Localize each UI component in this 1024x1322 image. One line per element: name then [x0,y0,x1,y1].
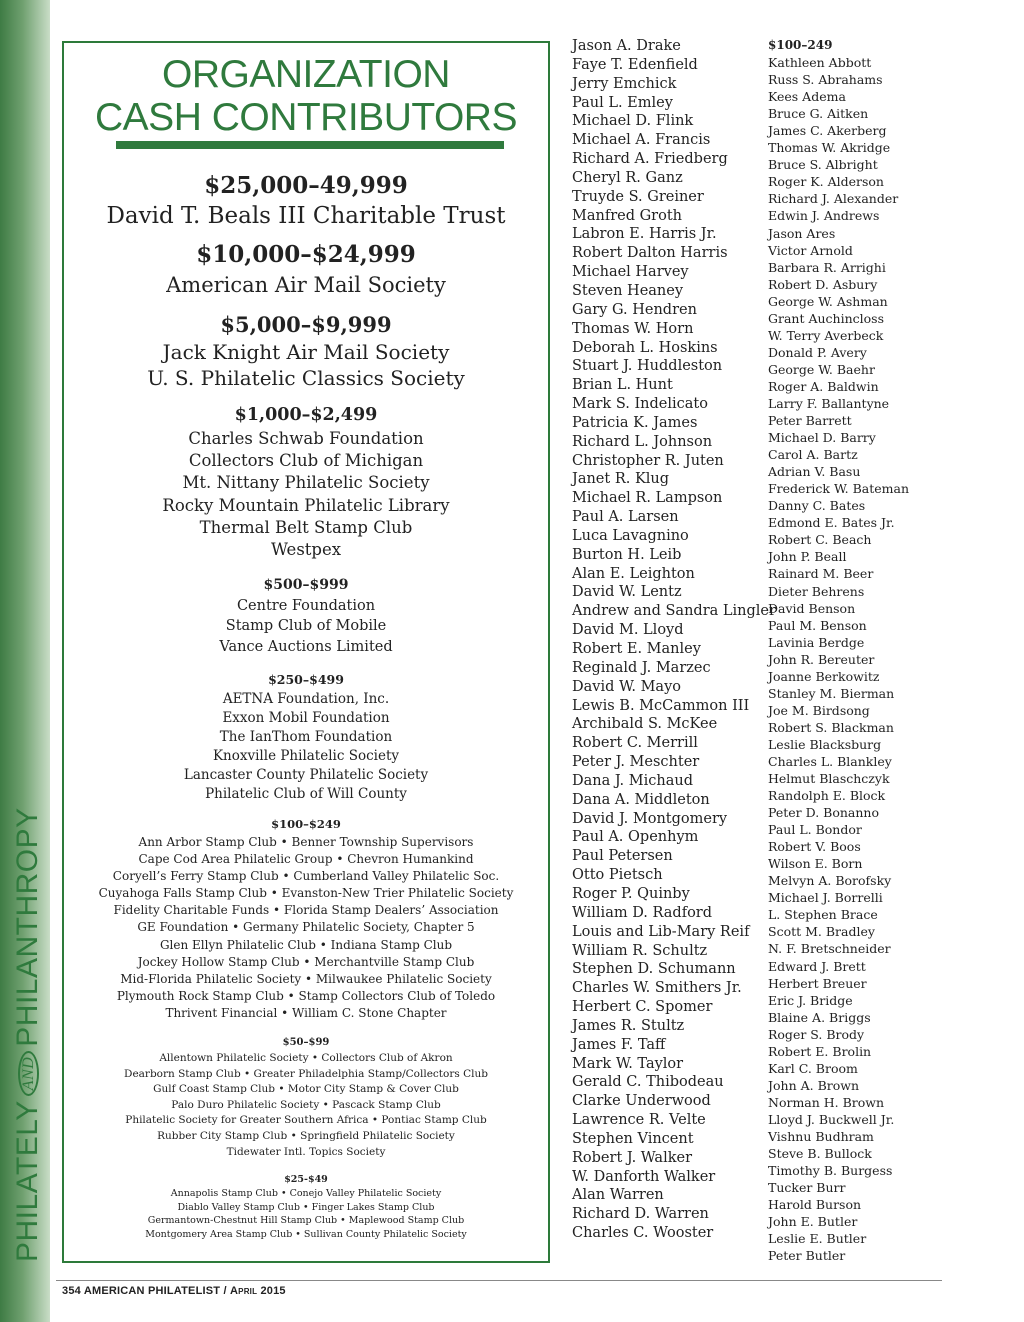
footer-separator: / [223,1285,227,1297]
contributor: Philatelic Club of Will County [205,786,407,803]
contributor-name: Robert S. Blackman [768,719,894,735]
contributor: Westpex [270,540,342,560]
contributor-name: Karl C. Broom [768,1060,858,1076]
contributor-name: Robert D. Asbury [768,276,878,292]
contributor-name: Norman H. Brown [768,1094,885,1110]
contributor-name: James C. Akerberg [768,123,887,139]
contributor-name: Leslie Blacksburg [768,736,882,752]
contributor-line: Ann Arbor Stamp Club • Benner Township Supervisors [138,835,474,849]
tier-500 [64,574,548,657]
tier-heading: $500–$999 [263,577,349,593]
contributor-line: Glen Ellyn Philatelic Club • Indiana Stamp Club [159,937,453,952]
contributor-line: Montgomery Area Stamp Club • Sullivan County Philatelic Society [145,1228,467,1240]
contributor-name: David M. Lloyd [572,622,684,639]
contributor-name: Robert C. Merrill [572,735,698,752]
contributor-name: Carol A. Bartz [768,447,858,463]
contributor-name: John E. Butler [768,1214,858,1230]
contributor-name: James R. Stultz [572,1017,685,1034]
contributor-line: GE Foundation • Germany Philatelic Society, Chapter 5 [137,920,475,935]
contributor-name: Danny C. Bates [768,498,866,514]
contributor-name: Paul L. Emley [572,94,673,111]
tier-5000 [64,311,548,391]
contributor-name: Steve B. Bullock [768,1146,872,1162]
contributor-line: Jockey Hollow Stamp Club • Merchantville Stamp Club [137,954,475,969]
contributor-name: Wilson E. Born [768,856,863,872]
contributor-name: Peter D. Bonanno [768,805,879,821]
contributor-name: Richard D. Warren [572,1206,709,1223]
contributor-name: Paul A. Larsen [572,509,679,526]
contributor-name: Edward J. Brett [768,958,866,974]
contributor-line: Rubber City Stamp Club • Springfield Philatelic Society [157,1129,455,1142]
contributor-name: Paul M. Benson [768,617,867,633]
contributor-name: Alan E. Leighton [572,565,695,582]
contributor-line: Cuyahoga Falls Stamp Club • Evanston-New Trier Philatelic Society [98,886,514,901]
contributor-line: Gulf Coast Stamp Club • Motor City Stamp & Cover Club [153,1083,459,1096]
title-rule [116,141,504,149]
contributor-name: Randolph E. Block [768,788,886,804]
tier-100 [64,815,548,1022]
contributor-name: Michael Harvey [572,264,689,281]
contributor-name: Leslie E. Butler [768,1231,867,1247]
tier-25 [64,1173,548,1241]
tier-1000 [64,403,548,561]
column-heading: $100–249 [768,38,833,52]
issue-month: April [230,1285,258,1297]
contributor-name: Robert E. Brolin [768,1043,872,1059]
contributor: Charles Schwab Foundation [188,429,424,448]
contributor-name: Charles L. Blankley [768,753,892,769]
footer-rule [56,1280,942,1281]
contributor-line: Palo Duro Philatelic Society • Pascack Stamp Club [171,1098,441,1111]
contributor-line: Thrivent Financial • William C. Stone Chapter [165,1005,447,1020]
contributor-name: Mark S. Indelicato [572,396,708,413]
contributor-name: Paul L. Bondor [768,822,862,838]
contributor-name: Deborah L. Hoskins [572,339,718,356]
contributor-name: Robert V. Boos [768,839,861,855]
contributor: Collectors Club of Michigan [188,451,424,471]
contributor-name: Lavinia Berdge [768,634,865,650]
contributor-name: Stanley M. Bierman [768,685,895,701]
contributor-name: Russ S. Abrahams [768,72,883,88]
contributor-name: L. Stephen Brace [768,907,878,923]
contributor-name: William D. Radford [572,904,713,921]
contributor-name: W. Terry Averbeck [768,327,884,343]
contributor-name: Lewis B. McCammon III [572,697,750,714]
contributor: Lancaster County Philatelic Society [183,767,429,784]
contributor-name: Richard J. Alexander [768,191,899,207]
contributor-name: W. Danforth Walker [572,1168,716,1185]
contributor: Thermal Belt Stamp Club [199,517,413,537]
contributor-name: George W. Ashman [768,293,888,309]
contributor-name: Patricia K. James [572,414,698,431]
contributor-name: Paul Petersen [572,848,673,865]
organization-contributors-box [62,41,550,1263]
tier-25000 [64,171,548,232]
contributor-name: Peter Butler [768,1248,846,1264]
individual-contributors-column-2 [768,37,968,1264]
contributor-line: Philatelic Society for Greater Southern Africa • Pontiac Stamp Club [125,1114,487,1127]
contributor-name: Joanne Berkowitz [768,668,880,684]
contributor: The IanThom Foundation [219,729,393,746]
contributor-name: James F. Taff [572,1036,666,1053]
contributor-name: Manfred Groth [572,207,683,224]
contributor-name: Truyde S. Greiner [572,188,704,205]
contributor: Stamp Club of Mobile [225,618,387,635]
contributor: Jack Knight Air Mail Society [162,340,450,364]
contributor-name: Timothy B. Burgess [768,1163,893,1179]
tier-10000 [64,240,548,300]
contributor-name: Richard A. Friedberg [572,151,728,168]
contributor-name: Frederick W. Bateman [768,481,909,497]
contributor-name: Charles C. Wooster [572,1225,714,1242]
box-title [64,53,548,139]
contributor-name: Dieter Behrens [768,583,865,599]
contributor-name: John R. Bereuter [768,651,875,667]
contributor: Exxon Mobil Foundation [222,710,390,727]
contributor-name: Jason Ares [768,225,836,241]
contributor-line: Germantown-Chestnut Hill Stamp Club • Maplewood Stamp Club [147,1215,465,1226]
contributor-name: Adrian V. Basu [768,464,861,480]
contributor: Centre Foundation [236,598,376,614]
contributor-name: Scott M. Bradley [768,924,875,940]
contributor: American Air Mail Society [166,273,446,297]
contributor-name: Mark W. Taylor [572,1055,684,1072]
tier-heading: $250–$499 [268,672,344,687]
contributor-name: Vishnu Budhram [768,1129,874,1144]
contributor-name: Thomas W. Akridge [768,140,891,156]
tier-heading: $50–$99 [282,1037,330,1048]
contributor-name: Robert Dalton Harris [572,245,728,262]
contributor-name: Robert J. Walker [572,1149,693,1166]
contributor-name: David J. Montgomery [572,810,728,827]
contributor-line: Cape Cod Area Philatelic Group • Chevron Humankind [138,852,474,867]
contributor-line: Fidelity Charitable Funds • Florida Stamp Dealers’ Association [113,903,499,918]
contributor-name: Michael J. Borrelli [768,890,883,906]
tier-250 [64,670,548,805]
contributor-name: Gary G. Hendren [572,301,697,318]
issue-year: 2015 [260,1285,286,1297]
contributor-name: Peter Barrett [768,413,852,429]
magazine-title: AMERICAN PHILATELIST [83,1285,221,1297]
contributor-name: Michael D. Flink [572,113,694,130]
contributor-name: Michael R. Lampson [572,490,723,507]
contributor: U. S. Philatelic Classics Society [147,366,465,390]
page-number: 354 [62,1285,81,1297]
contributor-name: Roger A. Baldwin [768,378,879,394]
contributor-name: Louis and Lib-Mary Reif [572,923,750,940]
contributor: Mt. Nittany Philatelic Society [182,473,430,493]
contributor-name: David Benson [768,600,856,616]
contributor-line: Annapolis Stamp Club • Conejo Valley Philatelic Society [170,1188,442,1199]
contributor-line: Tidewater Intl. Topics Society [226,1145,386,1158]
contributor-name: Dana A. Middleton [572,791,710,808]
contributor-name: Bruce G. Aitken [768,106,869,122]
contributor-name: William R. Schultz [572,942,708,959]
contributor-name: Faye T. Edenfield [572,56,698,73]
contributor-line: Mid-Florida Philatelic Society • Milwaukee Philatelic Society [120,971,492,986]
contributor-name: John A. Brown [768,1077,860,1093]
contributor-name: Brian L. Hunt [572,377,673,394]
contributor-name: Herbert Breuer [768,975,867,991]
contributor-line: Dearborn Stamp Club • Greater Philadelphia Stamp/Collectors Club [124,1067,488,1080]
contributor-name: Gerald C. Thibodeau [572,1074,724,1091]
contributor-name: Paul A. Openhym [572,829,699,846]
contributor-name: Barbara R. Arrighi [768,259,886,275]
contributor-name: Stuart J. Huddleston [572,358,723,375]
contributor-name: Jason A. Drake [572,38,681,54]
contributor-name: Dana J. Michaud [572,772,693,789]
box-title-line1: ORGANIZATION [162,53,450,96]
contributor-name: Grant Auchincloss [768,310,884,326]
contributor-name: Charles W. Smithers Jr. [572,980,742,997]
contributor-name: Richard L. Johnson [572,433,713,450]
individual-contributors-column-1 [572,37,776,1243]
section-title-vertical [6,762,50,1262]
contributor-name: Edmond E. Bates Jr. [768,515,895,531]
contributor-name: Alan Warren [572,1187,664,1204]
contributor-name: Michael D. Barry [768,430,876,446]
tier-heading: $10,000–$24,999 [196,241,416,268]
contributor-name: Labron E. Harris Jr. [572,226,717,243]
contributor-name: Kathleen Abbott [768,55,872,71]
contributor-name: Robert C. Beach [768,532,872,548]
contributor-name: Edwin J. Andrews [768,208,880,224]
tier-heading: $5,000–$9,999 [220,312,392,337]
contributor-name: Harold Burson [768,1197,862,1213]
contributor-name: Thomas W. Horn [572,320,694,337]
contributor-name: Lloyd J. Buckwell Jr. [768,1111,895,1127]
contributor-name: Cheryl R. Ganz [572,169,683,186]
tier-heading: $1,000–$2,499 [234,405,378,425]
contributor: Rocky Mountain Philatelic Library [162,495,450,515]
contributor-line: Allentown Philatelic Society • Collectors Club of Akron [159,1052,453,1064]
box-title-line2: CASH CONTRIBUTORS [95,96,517,139]
contributor-name: John P. Beall [768,549,847,565]
contributor-name: Tucker Burr [768,1180,846,1196]
contributor-name: Joe M. Birdsong [768,702,870,718]
contributor-name: David W. Lentz [572,584,682,601]
contributor-name: Peter J. Meschter [572,754,700,771]
contributor-name: Herbert C. Spomer [572,999,713,1016]
contributor-name: Jerry Emchick [572,75,677,92]
contributor-name: Clarke Underwood [572,1093,711,1110]
contributor-line: Diablo Valley Stamp Club • Finger Lakes Stamp Club [177,1201,435,1213]
contributor-name: Janet R. Klug [572,471,670,488]
contributor-name: Andrew and Sandra Lingler [572,603,776,620]
contributor-name: Christopher R. Juten [572,452,724,469]
contributor-name: Larry F. Ballantyne [768,395,890,411]
contributor-name: David W. Mayo [572,678,681,695]
contributor-name: Bruce S. Albright [768,157,878,173]
tier-heading: $25-$49 [284,1174,328,1185]
contributor-name: Roger K. Alderson [768,174,884,190]
contributor-name: Victor Arnold [768,242,853,258]
contributor-name: Stephen D. Schumann [572,961,736,978]
contributor-name: Kees Adema [768,89,846,105]
contributor-name: Steven Heaney [572,282,684,299]
contributor-name: Rainard M. Beer [768,566,874,582]
contributor-name: N. F. Bretschneider [768,941,891,957]
contributor-name: Lawrence R. Velte [572,1112,706,1129]
contributor: Vance Auctions Limited [219,638,393,655]
contributor-name: Roger P. Quinby [572,885,690,902]
page-footer [62,1285,286,1297]
contributor-name: Michael A. Francis [572,132,711,149]
section-word-and: AND [18,1051,39,1097]
contributor-line: Plymouth Rock Stamp Club • Stamp Collectors Club of Toledo [116,988,496,1003]
tier-50 [64,1035,548,1160]
tier-heading: $25,000–49,999 [204,172,408,199]
contributor: Knoxville Philatelic Society [212,748,400,765]
contributor-name: Burton H. Leib [572,546,682,563]
contributor-name: Melvyn A. Borofsky [768,873,892,889]
tier-heading: $100–$249 [271,817,341,831]
contributor: AETNA Foundation, Inc. [222,691,390,707]
contributor-name: Robert E. Manley [572,641,701,657]
contributor-name: Stephen Vincent [572,1130,694,1147]
contributor-name: Blaine A. Briggs [768,1009,871,1025]
section-word-philately: PHILATELY [11,1100,44,1262]
contributor-name: Otto Pietsch [572,867,663,884]
contributor-name: Reginald J. Marzec [572,659,711,676]
contributor-name: Roger S. Brody [768,1026,865,1042]
contributor-name: Helmut Blaschczyk [768,771,890,787]
contributor-name: Archibald S. McKee [572,716,718,733]
contributor-name: Donald P. Avery [768,344,867,360]
contributor-name: Luca Lavagnino [572,527,689,544]
contributor-name: Eric J. Bridge [768,992,853,1008]
contributor-name: George W. Baehr [768,361,875,377]
contributor: David T. Beals III Charitable Trust [106,203,506,229]
contributor-line: Coryell’s Ferry Stamp Club • Cumberland Valley Philatelic Soc. [112,869,500,884]
section-word-philanthropy: PHILANTHROPY [11,807,44,1047]
